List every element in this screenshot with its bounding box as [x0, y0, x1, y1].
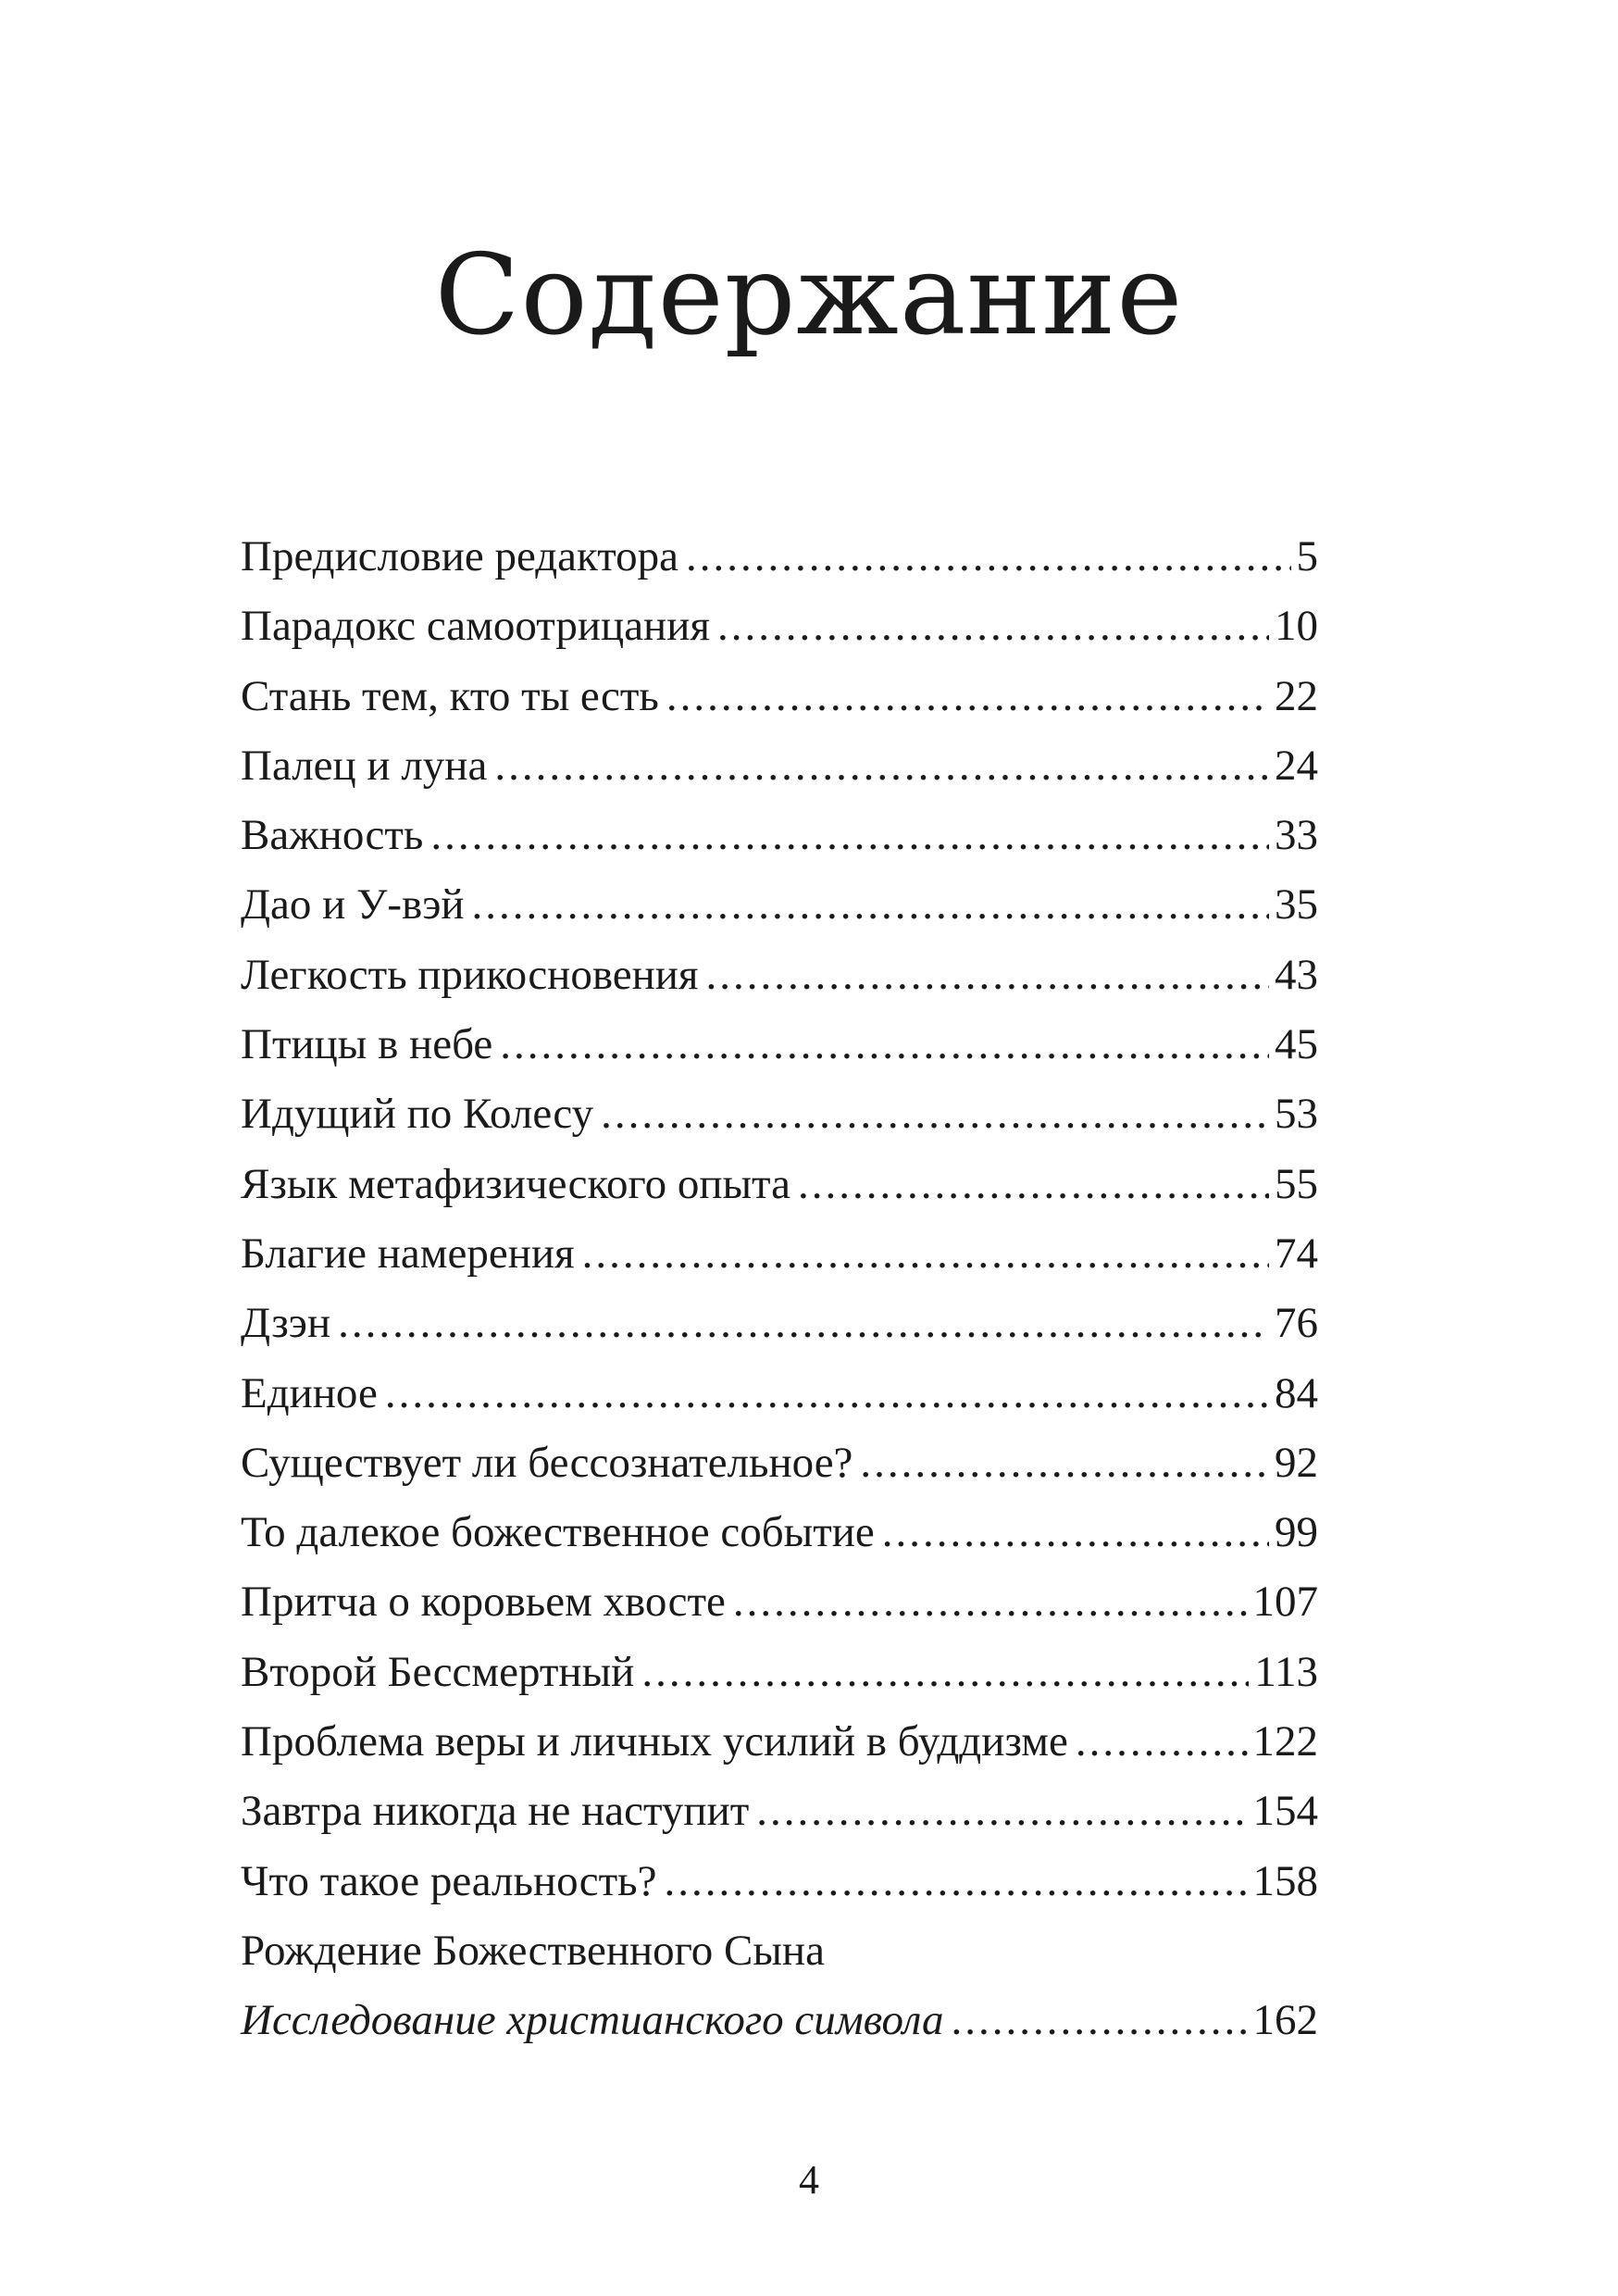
toc-entry-page: 24 — [1275, 741, 1318, 790]
toc-entry-title: Птицы в небе — [241, 1020, 493, 1069]
toc-entry[interactable] — [241, 941, 1318, 1010]
toc-entry[interactable] — [241, 1289, 1318, 1358]
toc-entry-title: Существует ли бессознательное? — [241, 1438, 853, 1487]
toc-entry[interactable] — [241, 731, 1318, 801]
toc-leader-dots — [686, 522, 1290, 592]
toc-entry-page: 158 — [1252, 1856, 1318, 1905]
toc-entry-page: 35 — [1275, 880, 1318, 930]
toc-entry[interactable] — [241, 1847, 1318, 1916]
toc-entry-page: 22 — [1275, 671, 1318, 720]
toc-entry-title: Предисловие редактора — [241, 532, 679, 580]
toc-entry-page: 113 — [1254, 1647, 1318, 1696]
toc-entry-title: Благие намерения — [241, 1229, 575, 1278]
toc-entry[interactable] — [241, 1150, 1318, 1219]
page-title: Содержание — [434, 231, 1184, 360]
toc-entry-title: Второй Бессмертный — [241, 1647, 635, 1696]
toc-entry-page: 53 — [1275, 1090, 1318, 1139]
toc-leader-dots — [430, 801, 1269, 870]
toc-entry-title: Рождение Божественного Сына — [241, 1926, 825, 1975]
toc-entry-subtitle-row[interactable] — [241, 1986, 1318, 2055]
toc-entry-page: 92 — [1275, 1438, 1318, 1487]
toc-leader-dots — [582, 1219, 1269, 1289]
toc-leader-dots — [500, 1010, 1269, 1079]
toc-leader-dots — [641, 1638, 1249, 1707]
toc-entry[interactable] — [241, 592, 1318, 661]
toc-entry-page: 74 — [1275, 1229, 1318, 1278]
toc-entry-title: Притча о коровьем хвосте — [241, 1578, 726, 1627]
toc-entry-page: 99 — [1275, 1508, 1318, 1557]
toc-entry[interactable] — [241, 1429, 1318, 1498]
toc-entry-heading[interactable] — [241, 1916, 1318, 1986]
toc-leader-dots — [798, 1150, 1269, 1219]
toc-entry[interactable] — [241, 1777, 1318, 1846]
toc-entry[interactable] — [241, 870, 1318, 940]
toc-entry-title: Палец и луна — [241, 741, 488, 790]
toc-entry-page: 162 — [1252, 1996, 1318, 2045]
table-of-contents — [241, 522, 1318, 2056]
toc-leader-dots — [882, 1498, 1269, 1567]
toc-leader-dots — [1076, 1707, 1248, 1777]
toc-entry-page: 107 — [1252, 1578, 1318, 1627]
toc-entry-title: Язык метафизического опыта — [241, 1159, 791, 1208]
toc-entry-page: 45 — [1275, 1020, 1318, 1069]
toc-entry[interactable] — [241, 1567, 1318, 1637]
page-number: 4 — [799, 2157, 819, 2202]
toc-entry-title: Важность — [241, 811, 424, 860]
toc-entry-page: 154 — [1252, 1787, 1318, 1836]
toc-entry-title: Легкость прикосновения — [241, 950, 699, 999]
toc-entry-page: 33 — [1275, 811, 1318, 860]
toc-leader-dots — [756, 1777, 1247, 1846]
toc-entry[interactable] — [241, 801, 1318, 870]
toc-entry-page: 55 — [1275, 1159, 1318, 1208]
toc-leader-dots — [666, 662, 1269, 731]
toc-leader-dots — [733, 1567, 1248, 1637]
toc-leader-dots — [494, 731, 1269, 801]
toc-entry[interactable] — [241, 1707, 1318, 1777]
toc-entry-title: Дзэн — [241, 1299, 331, 1348]
toc-leader-dots — [717, 592, 1269, 661]
toc-entry-page: 122 — [1252, 1717, 1318, 1766]
toc-leader-dots — [385, 1359, 1269, 1429]
toc-entry-page: 84 — [1275, 1368, 1318, 1417]
toc-entry-page: 10 — [1275, 602, 1318, 651]
toc-entry[interactable] — [241, 1359, 1318, 1429]
toc-entry-title: Парадокс самоотрицания — [241, 602, 710, 651]
toc-entry-title: Что такое реальность? — [241, 1856, 657, 1905]
toc-entry[interactable] — [241, 1219, 1318, 1289]
toc-entry[interactable] — [241, 662, 1318, 731]
toc-leader-dots — [860, 1429, 1269, 1498]
toc-leader-dots — [472, 870, 1269, 940]
toc-entry-title: Единое — [241, 1368, 378, 1417]
toc-entry-title: Проблема веры и личных усилий в буддизме — [241, 1717, 1068, 1766]
toc-entry-title: Стань тем, кто ты есть — [241, 671, 659, 720]
toc-entry-subtitle: Исследование христианского символа — [241, 1996, 944, 2045]
toc-entry-title: Дао и У-вэй — [241, 880, 465, 930]
toc-entry-page: 5 — [1296, 532, 1318, 580]
toc-leader-dots — [706, 941, 1269, 1010]
toc-entry[interactable] — [241, 522, 1318, 592]
toc-leader-dots — [338, 1289, 1269, 1358]
toc-entry-page: 43 — [1275, 950, 1318, 999]
toc-entry[interactable] — [241, 1079, 1318, 1149]
toc-entry[interactable] — [241, 1638, 1318, 1707]
toc-entry-title: Идущий по Колесу — [241, 1090, 594, 1139]
toc-entry-title: То далекое божественное событие — [241, 1508, 875, 1557]
toc-leader-dots — [951, 1986, 1247, 2055]
toc-entry-title: Завтра никогда не наступит — [241, 1787, 750, 1836]
toc-entry[interactable] — [241, 1010, 1318, 1079]
toc-leader-dots — [601, 1079, 1269, 1149]
toc-leader-dots — [664, 1847, 1247, 1916]
toc-entry-page: 76 — [1275, 1299, 1318, 1348]
toc-entry[interactable] — [241, 1498, 1318, 1567]
